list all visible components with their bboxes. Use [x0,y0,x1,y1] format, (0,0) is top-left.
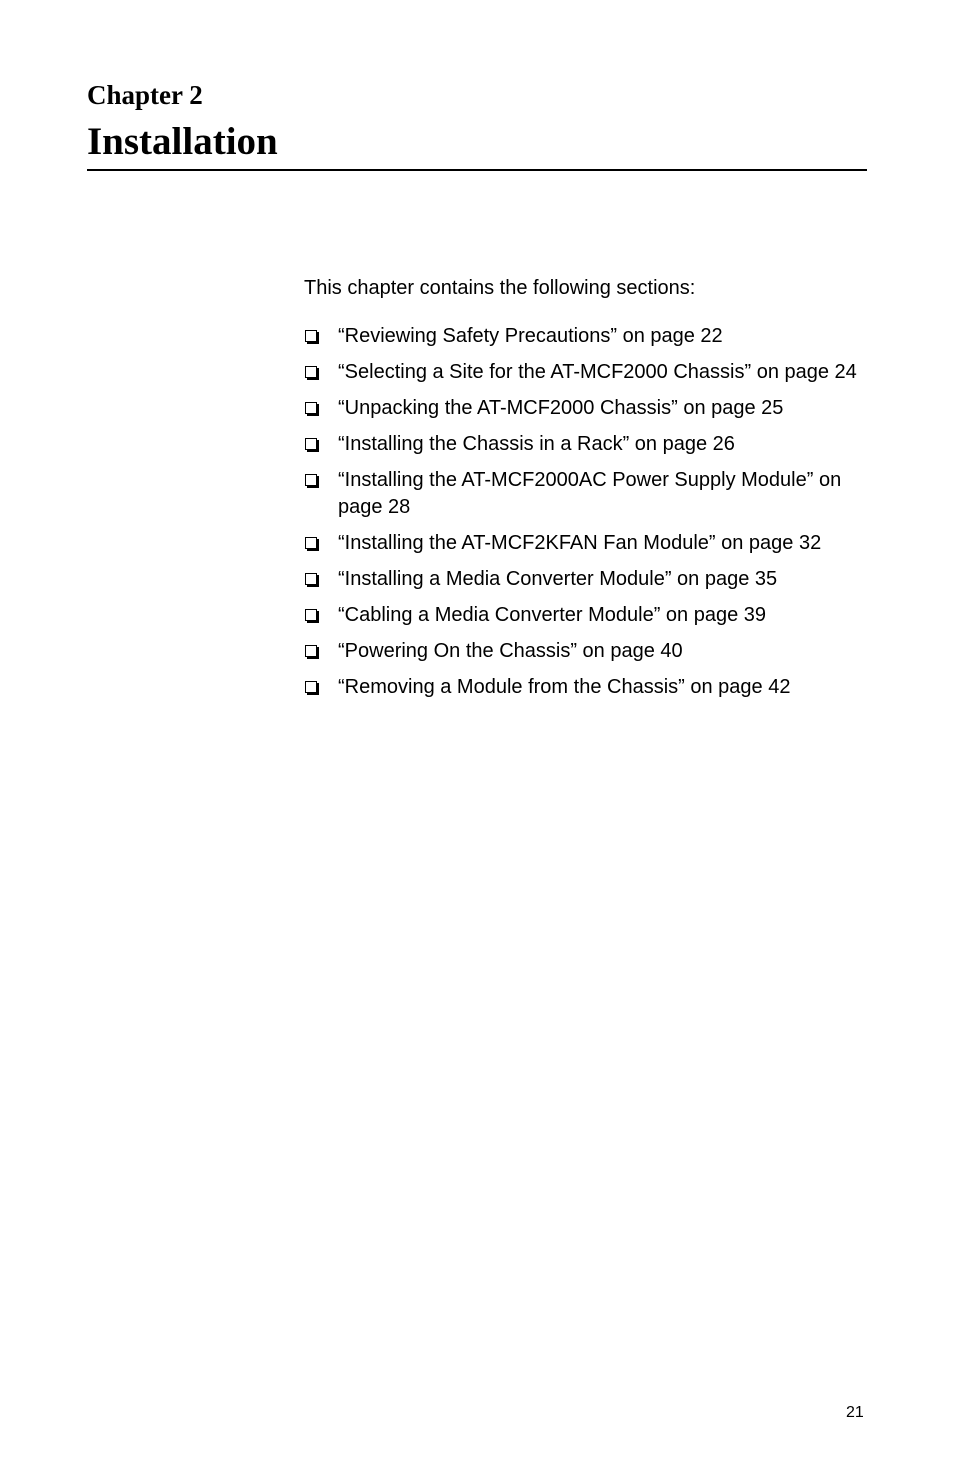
section-item-installing-fan-module[interactable] [304,530,874,557]
section-item-label: “Removing a Module from the Chassis” on page 42 [338,676,791,698]
section-item-label: “Selecting a Site for the AT-MCF2000 Chassis” on page 24 [338,361,857,383]
section-item-selecting-site[interactable] [304,359,874,386]
checkbox-icon [305,366,317,378]
checkbox-icon [305,402,317,414]
section-item-label: “Powering On the Chassis” on page 40 [338,640,683,662]
title-divider [87,169,867,171]
section-item-label: “Installing a Media Converter Module” on page 35 [338,568,778,590]
checkbox-icon [305,438,317,450]
checkbox-icon [305,537,317,549]
page-number: 21 [846,1404,864,1421]
section-item-label: “Installing the AT-MCF2KFAN Fan Module” on page 32 [338,532,822,554]
section-item-label: “Unpacking the AT-MCF2000 Chassis” on page 25 [338,397,784,419]
section-item-label: “Cabling a Media Converter Module” on page 39 [338,604,767,626]
section-item-installing-media-converter[interactable] [304,566,874,593]
section-item-removing-module[interactable] [304,674,874,701]
section-list [304,323,874,710]
checkbox-icon [305,681,317,693]
section-item-safety-precautions[interactable] [304,323,874,350]
section-item-installing-power-supply[interactable] [304,467,874,521]
section-item-label: “Reviewing Safety Precautions” on page 22 [338,325,723,347]
intro-text: This chapter contains the following sections: [304,277,696,299]
checkbox-icon [305,609,317,621]
checkbox-icon [305,330,317,342]
section-item-unpacking-chassis[interactable] [304,395,874,422]
checkbox-icon [305,645,317,657]
section-item-cabling-media-converter[interactable] [304,602,874,629]
section-item-label: “Installing the AT-MCF2000AC Power Supply Module” on page 28 [338,469,842,518]
section-item-label: “Installing the Chassis in a Rack” on page 26 [338,433,735,455]
checkbox-icon [305,474,317,486]
section-item-powering-on[interactable] [304,638,874,665]
chapter-title: Installation [87,120,278,163]
chapter-label: Chapter 2 [87,80,203,110]
section-item-installing-chassis-rack[interactable] [304,431,874,458]
checkbox-icon [305,573,317,585]
